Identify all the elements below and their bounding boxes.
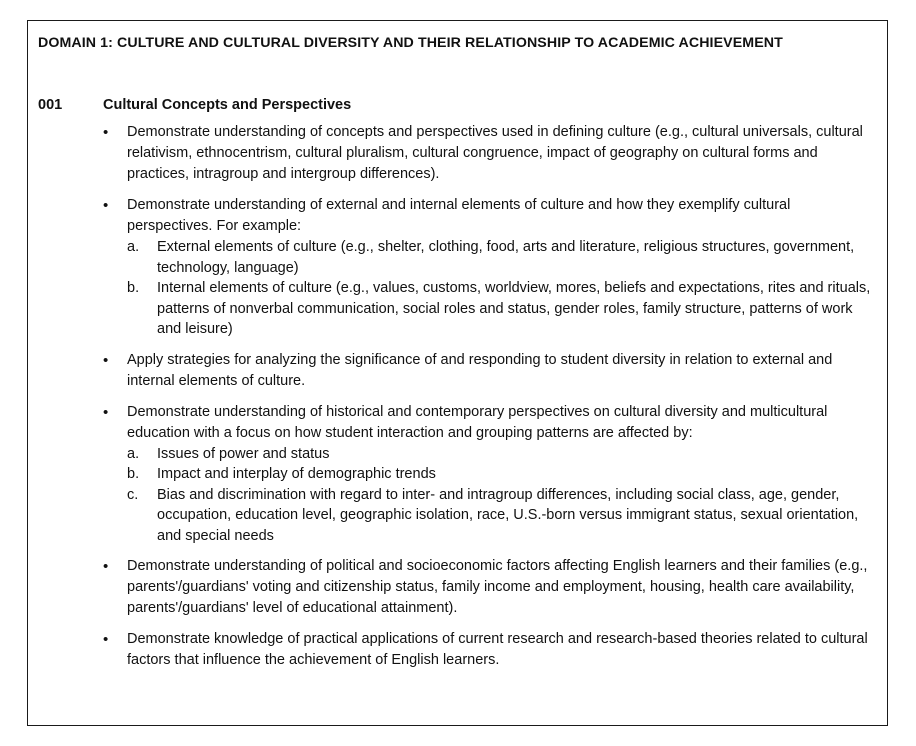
bullet-item: [28, 629, 889, 671]
sub-item-letter: b.: [127, 466, 140, 482]
sub-item-text: External elements of culture (e.g., shelter, clothing, food, arts and literature, religious structures, government, technology, language): [157, 239, 855, 276]
sub-item-list: [127, 237, 871, 340]
bullet-item: [28, 195, 889, 340]
competency-title: Cultural Concepts and Perspectives: [103, 97, 352, 113]
bullet-icon: •: [103, 197, 109, 214]
domain-title: DOMAIN 1: CULTURE AND CULTURAL DIVERSITY AND THEIR RELATIONSHIP TO ACADEMIC ACHIEVEMENT: [38, 35, 783, 51]
sub-item-text: Issues of power and status: [157, 445, 330, 462]
sub-item-text: Internal elements of culture (e.g., values, customs, worldview, mores, beliefs and expectations, rites and rituals, patterns of nonverbal communication, social roles and status, gender roles, family structure, patterns of work and leisure): [157, 280, 871, 337]
bullet-icon: •: [103, 631, 109, 648]
sub-item-text: Impact and interplay of demographic trends: [157, 466, 436, 482]
sub-item: [127, 444, 871, 465]
bullet-icon: •: [103, 124, 109, 141]
bullet-text: Demonstrate understanding of concepts and perspectives used in defining culture (e.g., cultural universals, cultural relativism, ethnocentrism, cultural pluralism, cultural congruence, impact of geography on cultural forms and practices, intragroup and intergroup differences).: [127, 124, 863, 182]
bullet-item: [28, 122, 889, 185]
competency-number: 001: [38, 97, 63, 113]
sub-item-letter: a.: [127, 239, 140, 255]
sub-item-letter: b.: [127, 280, 140, 296]
bullet-text: Demonstrate understanding of historical and contemporary perspectives on cultural diversity and multicultural education with a focus on how student interaction and grouping patterns are affected by:: [127, 403, 828, 441]
bullet-icon: •: [103, 351, 109, 369]
bullet-icon: •: [103, 558, 109, 575]
sub-item: [127, 237, 871, 278]
sub-item: [127, 464, 871, 485]
bullet-item: [28, 402, 889, 547]
sub-item-letter: a.: [127, 445, 140, 462]
bullet-text: Apply strategies for analyzing the significance of and responding to student diversity in relation to external and internal elements of culture.: [127, 351, 833, 389]
bullet-text: Demonstrate understanding of external and internal elements of culture and how they exemplify cultural perspectives. For example:: [127, 197, 791, 234]
bullet-text: Demonstrate knowledge of practical applications of current research and research-based theories related to cultural factors that influence the achievement of English learners.: [127, 631, 868, 668]
sub-item-text: Bias and discrimination with regard to inter- and intragroup differences, including social class, age, gender, occupation, education level, geographic isolation, race, U.S.-born versus immigrant status, sexual orientation, and special needs: [157, 486, 859, 544]
bullet-icon: •: [103, 403, 109, 421]
sub-item-list: [127, 444, 871, 547]
document-frame: [27, 20, 888, 726]
bullet-text: Demonstrate understanding of political and socioeconomic factors affecting English learners and their families (e.g., parents'/guardians' voting and citizenship status, family income and employment, housing, health care availability, parents'/guardians' level of educational attainment).: [127, 558, 868, 616]
sub-item: [127, 278, 871, 340]
sub-item: [127, 485, 871, 547]
bullet-item: [28, 350, 889, 392]
bullet-item: [28, 556, 889, 619]
sub-item-letter: c.: [127, 486, 139, 503]
competency-bullet-list: [28, 122, 889, 681]
